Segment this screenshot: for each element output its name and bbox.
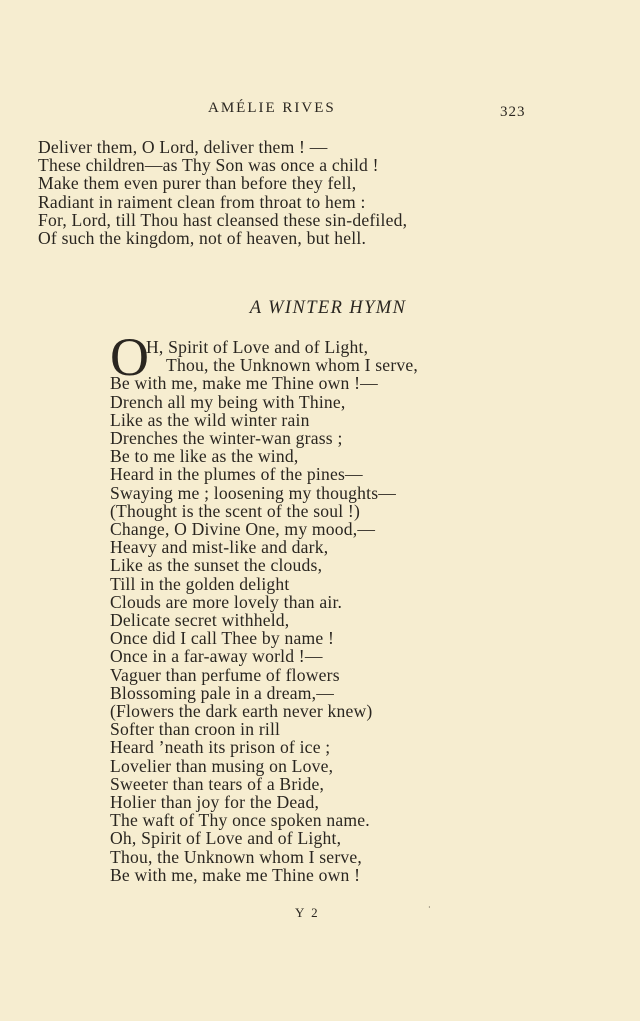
poem-title: A WINTER HYMN xyxy=(249,298,407,318)
verse-line: Change, O Divine One, my mood,— xyxy=(110,519,376,540)
verse-line: The waft of Thy once spoken name. xyxy=(110,810,370,831)
verse-line: Be to me like as the wind, xyxy=(110,446,299,467)
verse-line: H, Spirit of Love and of Light, xyxy=(146,337,369,357)
verse-line: Delicate secret withheld, xyxy=(110,610,290,631)
verse-line: Blossoming pale in a dream,— xyxy=(110,682,335,703)
verse-line: Make them even purer than before they fell, xyxy=(38,173,357,194)
verse-line: Drench all my being with Thine, xyxy=(110,391,346,412)
verse-line: Heard ’neath its prison of ice ; xyxy=(110,737,331,758)
verse-line: Clouds are more lovely than air. xyxy=(110,591,343,612)
verse-line: Vaguer than perfume of flowers xyxy=(110,664,340,685)
verse-line: Till in the golden delight xyxy=(110,573,290,594)
poem-body xyxy=(110,374,610,884)
verse-line: Radiant in raiment clean from throat to hem : xyxy=(38,191,366,212)
verse-line: (Flowers the dark earth never knew) xyxy=(110,701,373,722)
page-number: 323 xyxy=(500,104,526,120)
verse-line: Deliver them, O Lord, deliver them ! — xyxy=(38,137,328,157)
verse-line: Heavy and mist-like and dark, xyxy=(110,537,329,558)
verse-line: Be with me, make me Thine own !— xyxy=(110,373,378,394)
verse-line: These children—as Thy Son was once a child ! xyxy=(38,155,379,176)
verse-line: Sweeter than tears of a Bride, xyxy=(110,773,325,794)
verse-line: Oh, Spirit of Love and of Light, xyxy=(110,828,342,849)
verse-line: Be with me, make me Thine own ! xyxy=(110,864,361,885)
verse-line: Like as the sunset the clouds, xyxy=(110,555,323,576)
verse-line: Once did I call Thee by name ! xyxy=(110,628,335,649)
verse-line: Of such the kingdom, not of heaven, but hell. xyxy=(38,228,367,249)
verse-line: Once in a far-away world !— xyxy=(110,646,323,667)
verse-line: (Thought is the scent of the soul !) xyxy=(110,500,361,521)
page-header xyxy=(0,100,640,122)
previous-poem-stanza xyxy=(38,138,558,247)
verse-line: Thou, the Unknown whom I serve, xyxy=(110,846,362,867)
verse-line: Like as the wild winter rain xyxy=(110,409,310,430)
verse-line: For, Lord, till Thou hast cleansed these sin-defiled, xyxy=(38,209,408,230)
verse-line: Swaying me ; loosening my thoughts— xyxy=(110,482,397,503)
verse-line: Softer than croon in rill xyxy=(110,719,281,740)
printer-signature: Y 2 xyxy=(295,905,320,920)
verse-line: Drenches the winter-wan grass ; xyxy=(110,428,343,448)
verse-line: Heard in the plumes of the pines— xyxy=(110,464,363,485)
verse-line: Lovelier than musing on Love, xyxy=(110,755,334,776)
poem-opening-lines xyxy=(146,338,546,374)
printer-mark: · xyxy=(428,903,431,912)
running-head: AMÉLIE RIVES xyxy=(208,100,336,116)
verse-line: Thou, the Unknown whom I serve, xyxy=(166,355,418,376)
drop-cap: O xyxy=(110,327,149,387)
verse-line: Holier than joy for the Dead, xyxy=(110,792,320,813)
